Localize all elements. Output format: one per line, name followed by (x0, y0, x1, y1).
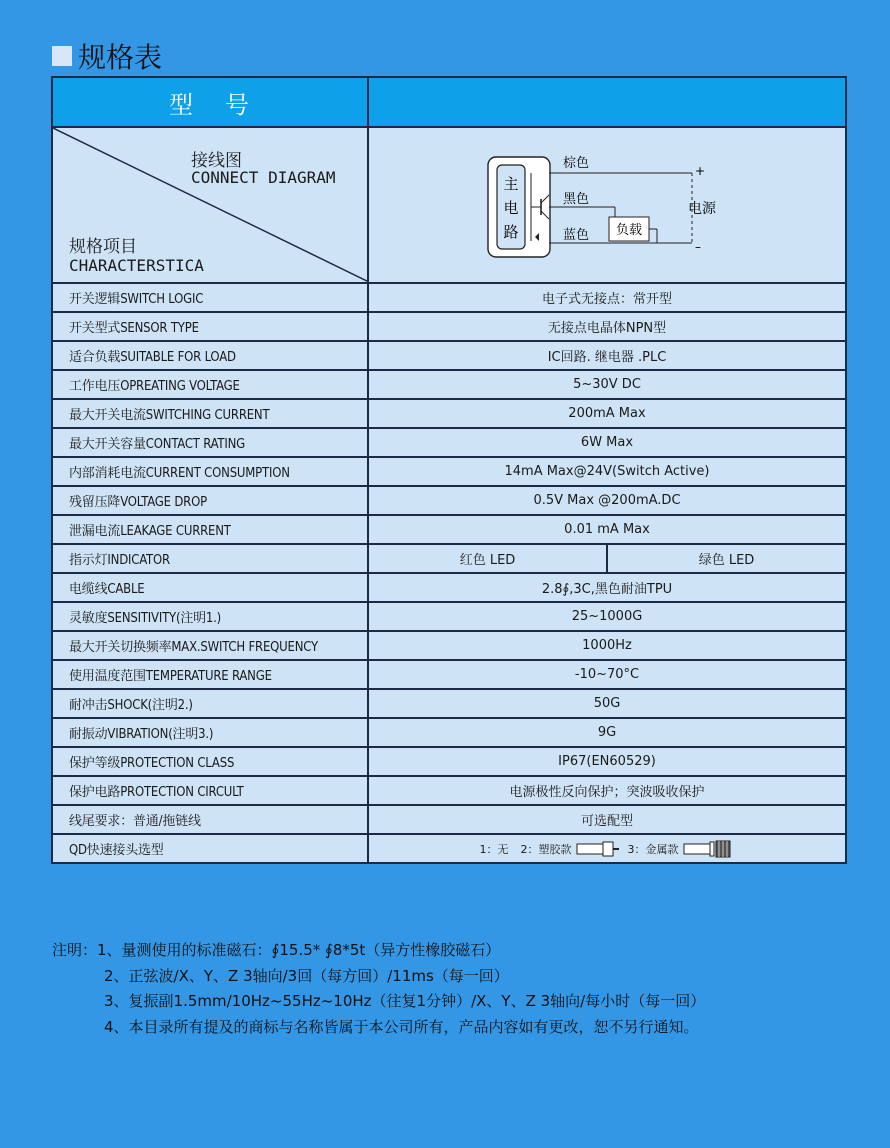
spec-label: 最大开关电流SWITCHING CURRENT (52, 399, 368, 428)
qd-option-none: 1：无 (479, 842, 509, 856)
qd-option-plastic: 2：塑胶款 (520, 842, 572, 856)
spec-label: 适合负载SUITABLE FOR LOAD (52, 341, 368, 370)
spec-table (51, 76, 847, 864)
spec-label: 耐冲击SHOCK(注明2.) (52, 689, 368, 718)
note-1: 注明：1、量测使用的标准磁石：∮15.5* ∮8*5t（异方性橡胶磁石） (52, 941, 501, 959)
indicator-green-led: 绿色 LED (606, 545, 845, 572)
spec-value: IC回路. 继电器 .PLC (368, 341, 846, 370)
spec-row (52, 805, 846, 834)
main-circuit-char-3: 路 (503, 223, 519, 241)
spec-value: 200mA Max (368, 399, 846, 428)
spec-label: 残留压降VOLTAGE DROP (52, 486, 368, 515)
note-3: 3、复振副1.5mm/10Hz~55Hz~10Hz（往复1分钟）/X、Y、Z 3轴向/每小时（每一回） (104, 992, 706, 1010)
wiring-diagram (487, 145, 727, 265)
wire-brown-label: 棕色 (563, 156, 590, 171)
spec-row-qd (52, 834, 846, 863)
page-title-text: 规格表 (78, 41, 163, 74)
spec-row (52, 718, 846, 747)
wire-blue-label: 蓝色 (563, 228, 590, 243)
qd-label: QD快速接头选型 (52, 834, 368, 863)
spec-value: 5~30V DC (368, 370, 846, 399)
spec-value: 9G (368, 718, 846, 747)
qd-options (369, 840, 845, 858)
notes (52, 938, 705, 1040)
spec-label: 最大开关容量CONTACT RATING (52, 428, 368, 457)
spec-row (52, 486, 846, 515)
spec-row (52, 428, 846, 457)
spec-value: -10~70°C (368, 660, 846, 689)
wire-black-label: 黑色 (563, 192, 590, 207)
model-label: 型号 (52, 77, 368, 127)
spec-label: 使用温度范围TEMPERATURE RANGE (52, 660, 368, 689)
spec-row (52, 312, 846, 341)
load-label: 负载 (615, 223, 643, 238)
spec-value: IP67(EN60529) (368, 747, 846, 776)
note-2: 2、正弦波/X、Y、Z 3轴向/3回（每方回）/11ms（每一回） (104, 966, 509, 985)
spec-value: 50G (368, 689, 846, 718)
metal-connector-icon (683, 840, 735, 858)
spec-row (52, 457, 846, 486)
spec-row (52, 747, 846, 776)
spec-label: 泄漏电流LEAKAGE CURRENT (52, 515, 368, 544)
main-circuit-char-1: 主 (503, 175, 519, 193)
spec-items-en: CHARACTERSTICA (69, 256, 204, 275)
spec-row-indicator (52, 544, 846, 573)
spec-label: 灵敏度SENSITIVITY(注明1.) (52, 602, 368, 631)
spec-value: 无接点电晶体NPN型 (368, 312, 846, 341)
qd-option-metal: 3：金属款 (627, 842, 679, 856)
spec-row (52, 689, 846, 718)
spec-row (52, 399, 846, 428)
power-minus: – (695, 240, 701, 254)
spec-value: 6W Max (368, 428, 846, 457)
spec-value: 1000Hz (368, 631, 846, 660)
connect-diagram-en: CONNECT DIAGRAM (191, 168, 336, 187)
spec-label: 耐振动VIBRATION(注明3.) (52, 718, 368, 747)
diagram-header-cell (53, 128, 367, 282)
spec-row (52, 573, 846, 602)
indicator-label: 指示灯INDICATOR (52, 544, 368, 573)
power-plus: + (695, 164, 706, 178)
spec-value: 可选配型 (368, 805, 846, 834)
spec-value: 25~1000G (368, 602, 846, 631)
spec-row (52, 660, 846, 689)
spec-value: 电源极性反向保护；突波吸收保护 (368, 776, 846, 805)
spec-value: 0.5V Max @200mA.DC (368, 486, 846, 515)
spec-value: 14mA Max@24V(Switch Active) (368, 457, 846, 486)
spec-label: 电缆线CABLE (52, 573, 368, 602)
spec-label: 最大开关切换频率MAX.SWITCH FREQUENCY (52, 631, 368, 660)
spec-label: 线尾要求：普通/拖链线 (52, 805, 368, 834)
indicator-red-led: 红色 LED (459, 553, 516, 568)
spec-row (52, 515, 846, 544)
spec-row (52, 370, 846, 399)
model-row (52, 77, 846, 127)
main-circuit-char-2: 电 (503, 199, 519, 217)
spec-label: 保护等级PROTECTION CLASS (52, 747, 368, 776)
spec-value: 0.01 mA Max (368, 515, 846, 544)
spec-items-cn: 规格项目 (69, 237, 137, 257)
spec-label: 内部消耗电流CURRENT CONSUMPTION (52, 457, 368, 486)
spec-label: 开关逻辑SWITCH LOGIC (52, 283, 368, 312)
spec-label: 开关型式SENSOR TYPE (52, 312, 368, 341)
connect-diagram-cn: 接线图 (191, 151, 242, 171)
spec-row (52, 776, 846, 805)
spec-value: 电子式无接点：常开型 (368, 283, 846, 312)
spec-label: 保护电路PROTECTION CIRCULT (52, 776, 368, 805)
page-title (52, 36, 162, 76)
spec-label: 工作电压OPREATING VOLTAGE (52, 370, 368, 399)
power-label: 电源 (688, 201, 716, 217)
diagram-row (52, 127, 846, 283)
spec-value: 2.8∮,3C,黑色耐油TPU (368, 573, 846, 602)
spec-row (52, 631, 846, 660)
spec-row (52, 283, 846, 312)
title-square-icon (52, 46, 72, 66)
note-4: 4、本目录所有提及的商标与名称皆属于本公司所有，产品内容如有更改，恕不另行通知。 (104, 1017, 699, 1036)
spec-row (52, 341, 846, 370)
model-value (368, 77, 846, 127)
spec-row (52, 602, 846, 631)
plastic-connector-icon (576, 841, 620, 857)
